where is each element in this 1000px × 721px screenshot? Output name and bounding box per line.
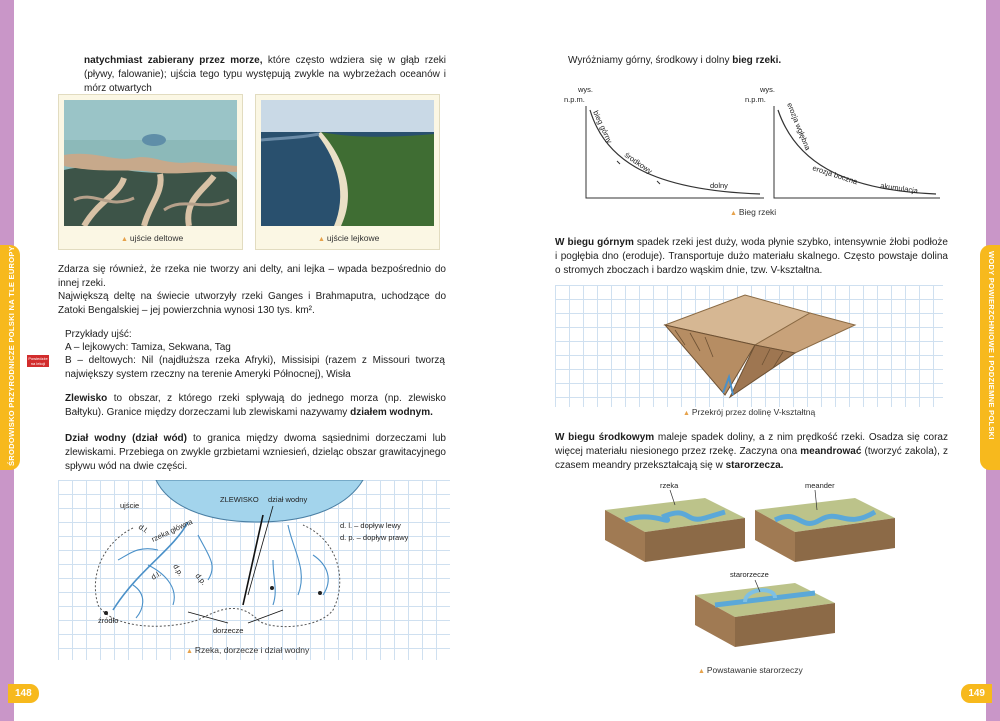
legend-left: d. l. – dopływ lewy [340, 521, 401, 530]
dp-label-2: d.p. [193, 571, 209, 587]
zlewisko-label: ZLEWISKO [220, 495, 259, 504]
rzeka-label: rzeka [660, 481, 679, 490]
block-meander [755, 481, 895, 562]
section-tab-label: ŚRODOWISKO PRZYRODNICZE POLSKI NA TLE EUROPY [7, 245, 16, 466]
paragraph-direct: Zdarza się również, że rzeka nie tworzy ani delty, ani lejka – wpada bezpośrednio do innej rzeki. [58, 264, 446, 289]
dl-label-2: d.l. [149, 568, 163, 582]
examples-b: B – deltowych: Nil (najdłuższa rzeka Afryki), Missisipi (razem z Missouri tworzą największy system rzeczny na terenie Ameryki Północnej), Wisła [65, 355, 445, 380]
zlewisko-text: to obszar, z którego rzeki spływają do jednego morza (np. zlewisko Bałtyku). Granice między dorzeczami lub zlewiskami nazywamy [65, 393, 446, 418]
dorzecze-pointers [188, 610, 283, 623]
starorzecze-label: starorzecze [730, 570, 769, 579]
examples-a: A – lejkowych: Tamiza, Sekwana, Tag [65, 342, 231, 353]
v-valley-caption: ▲ Przekrój przez dolinę V-kształtną [683, 407, 815, 417]
intro-bold: natychmiast zabierany przez morze, [84, 55, 263, 66]
sticker-label: Powiedzże na lekcji [28, 356, 48, 366]
srodkowy-label: środkowy [622, 150, 654, 176]
erozja-boczna-label: erozja boczna [811, 163, 859, 187]
paragraph-largest-delta: Największą deltę na świecie utworzyły rzeki Ganges i Brahmaputra, uchodzące do Zatoki Bengalskiej – jej powierzchnia wynosi 130 tys. km². [58, 291, 446, 316]
dzial-wodny-term: Dział wodny (dział wód) [65, 433, 187, 444]
block-rzeka [605, 481, 745, 562]
section-tab-label: WODY POWIERZCHNIOWE I PODZIEMNE POLSKI [987, 251, 996, 440]
funnel-photo [261, 100, 434, 226]
examples-title: Przykłady ujść: [65, 329, 132, 340]
erozja-wglebna-label: erozja wgłębna [785, 101, 813, 152]
axis-label-1: wys. [578, 85, 593, 94]
intro-paragraph [84, 54, 446, 96]
watershed-line [243, 515, 263, 605]
dzial-term: działem wodnym. [350, 407, 433, 418]
intro-paragraph [568, 54, 948, 68]
section-tab-left [0, 245, 20, 470]
srodkowy-term: W biegu środkowym [555, 432, 655, 443]
zrodlo-label: źródło [98, 616, 119, 625]
meandrowac-term: meandrować [800, 446, 862, 457]
photo-card-delta [58, 94, 243, 250]
right-page [500, 0, 1000, 721]
dorzecze-label: dorzecze [213, 626, 244, 635]
axis2-label-2: n.p.m. [745, 95, 766, 104]
delta-photo [64, 100, 237, 226]
srodkowy-text-2: (tworzyć zakola), z czasem meandry przekształcają się w [555, 446, 948, 471]
oxbow-diagram [595, 480, 955, 675]
ujscie-label: ujście [120, 501, 140, 510]
bieg-gorny-label: bieg górny [591, 109, 615, 145]
legend-right: d. p. – dopływ prawy [340, 533, 409, 542]
intro-text: Wyróżniamy górny, środkowy i dolny [568, 55, 733, 66]
watershed-diagram [58, 480, 450, 660]
dzial-label: dział wodny [268, 495, 308, 504]
dolny-label: dolny [710, 181, 728, 190]
paragraph-dzial [65, 432, 446, 474]
watershed-caption: ▲ Rzeka, dorzecze i dział wodny [186, 645, 309, 655]
paragraph-zlewisko [65, 392, 446, 420]
axis-label-2: wys. [760, 85, 775, 94]
zlewisko-term: Zlewisko [65, 393, 108, 404]
intro-bold: bieg rzeki. [732, 55, 782, 66]
paragraph-srodkowy [555, 431, 948, 473]
section-tab-right [980, 245, 1000, 470]
basin-boundary [95, 528, 258, 626]
v-valley-diagram [555, 285, 943, 407]
delta-caption: ▲ ujście deltowe [121, 233, 183, 243]
dzial-wodny-text: to granica między dwoma sąsiednimi dorzeczami lub zlewiskami. Przebiega on zwykle grzbietami wzniesień, dzieląc obszar grawitacyjnego spływu wód na dwie części. [65, 433, 446, 472]
profile-caption: ▲ Bieg rzeki [730, 207, 776, 217]
gorny-term: W biegu górnym [555, 237, 634, 248]
river-profile-graphs [550, 80, 950, 210]
oxbow-caption: ▲ Powstawanie starorzeczy [698, 665, 803, 675]
meander-label: meander [805, 481, 835, 490]
akumulacja-label: akumulacja [879, 181, 919, 196]
page-number-right: 149 [961, 684, 992, 703]
glowna-label: rzeka główna [150, 516, 194, 544]
srodkowy-text: maleje spadek doliny, a z nim prędkość rzeki. Osadza się coraz więcej materiału niesionego przez rzekę. Zaczyna ona [555, 432, 948, 457]
dl-label-1: d.l. [136, 522, 151, 536]
starorzecza-term: starorzecza. [725, 460, 784, 471]
photo-card-funnel [255, 94, 440, 250]
page-number-left: 148 [8, 684, 39, 703]
paragraph-gorny [555, 236, 948, 278]
gorny-text: spadek rzeki jest duży, woda płynie szybko, intensywnie żłobi podłoże i pogłębia dno (eroduje). Transportuje dużo materiału skalnego. Często powstaje dolina o stromych zboczach i bardzo wąskim dnie, tzw. V-kształtna. [555, 237, 948, 276]
block-starorzecze [695, 570, 835, 647]
funnel-caption: ▲ ujście lejkowe [318, 233, 379, 243]
axis2-label-1: n.p.m. [564, 95, 585, 104]
dp-label-1: d.p. [171, 562, 186, 578]
intro-text: które często wdziera się w głąb rzeki (pływy, falowanie); ujścia tego typu występują zwykle na wybrzeżach oceanów i mórz otwartych [84, 55, 446, 94]
